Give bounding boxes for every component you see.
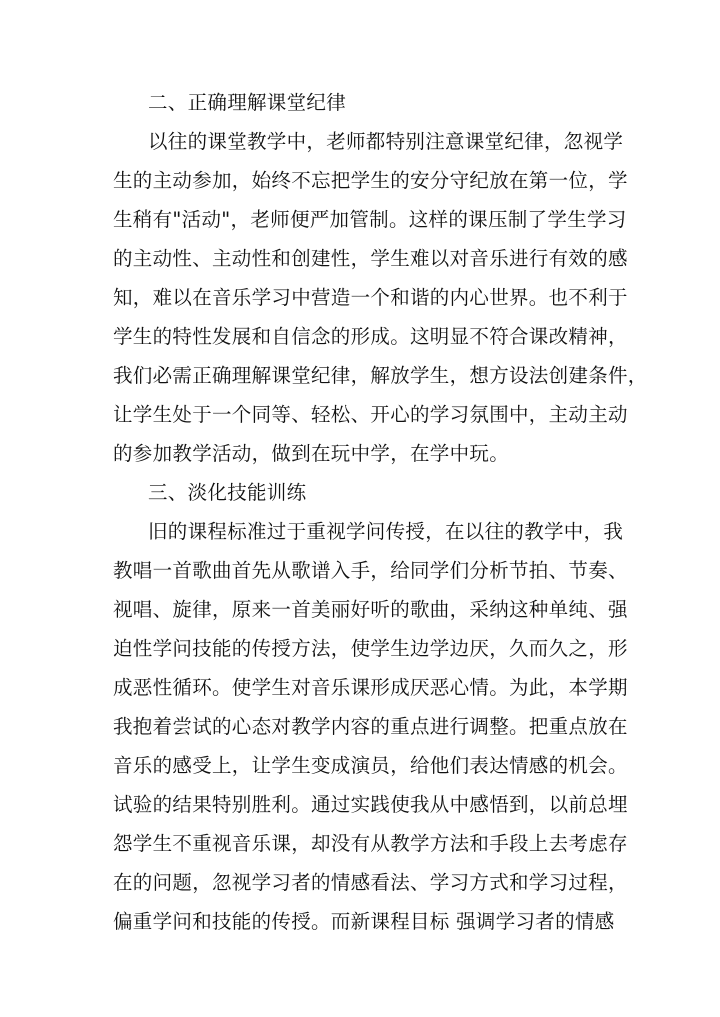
paragraph-line: 我们必需正确理解课堂纪律，解放学生，想方设法创建条件， (113, 364, 648, 387)
paragraph-line: 试验的结果特别胜利。通过实践使我从中感悟到，以前总埋 (113, 793, 628, 816)
paragraph-line: 生稍有"活动"，老师便严加管制。这样的课压制了学生学习 (113, 208, 627, 231)
paragraph-line: 的主动性、主动性和创建性，学生难以对音乐进行有效的感 (113, 247, 628, 270)
paragraph-line: 音乐的感受上，让学生变成演员，给他们表达情感的机会。 (113, 754, 628, 777)
paragraph-line: 旧的课程标准过于重视学问传授，在以往的教学中，我 (148, 520, 624, 543)
paragraph-line: 视唱、旋律，原来一首美丽好听的歌曲，采纳这种单纯、强 (113, 598, 628, 621)
paragraph-line: 生的主动参加，始终不忘把学生的安分守纪放在第一位，学 (113, 169, 628, 192)
paragraph-line: 怨学生不重视音乐课，却没有从教学方法和手段上去考虑存 (113, 832, 628, 855)
paragraph-line: 让学生处于一个同等、轻松、开心的学习氛围中，主动主动 (113, 403, 628, 426)
paragraph-line: 我抱着尝试的心态对教学内容的重点进行调整。把重点放在 (113, 715, 628, 738)
section-heading-2: 二、正确理解课堂纪律 (148, 91, 347, 114)
paragraph-line: 教唱一首歌曲首先从歌谱入手，给同学们分析节拍、节奏、 (113, 559, 628, 582)
paragraph-line: 成恶性循环。使学生对音乐课形成厌恶心情。为此，本学期 (113, 676, 628, 699)
paragraph-line: 迫性学问技能的传授方法，使学生边学边厌，久而久之，形 (113, 637, 628, 660)
section-heading-3: 三、淡化技能训练 (148, 481, 307, 504)
paragraph-line: 在的问题，忽视学习者的情感看法、学习方式和学习过程， (113, 871, 628, 894)
paragraph-line: 偏重学问和技能的传授。而新课程目标 强调学习者的情感 (113, 910, 615, 933)
paragraph-line: 知，难以在音乐学习中营造一个和谐的内心世界。也不利于 (113, 286, 628, 309)
paragraph-line: 的参加教学活动，做到在玩中学，在学中玩。 (113, 442, 510, 465)
paragraph-line: 以往的课堂教学中，老师都特别注意课堂纪律，忽视学 (148, 130, 624, 153)
paragraph-line: 学生的特性发展和自信念的形成。这明显不符合课改精神， (113, 325, 628, 348)
